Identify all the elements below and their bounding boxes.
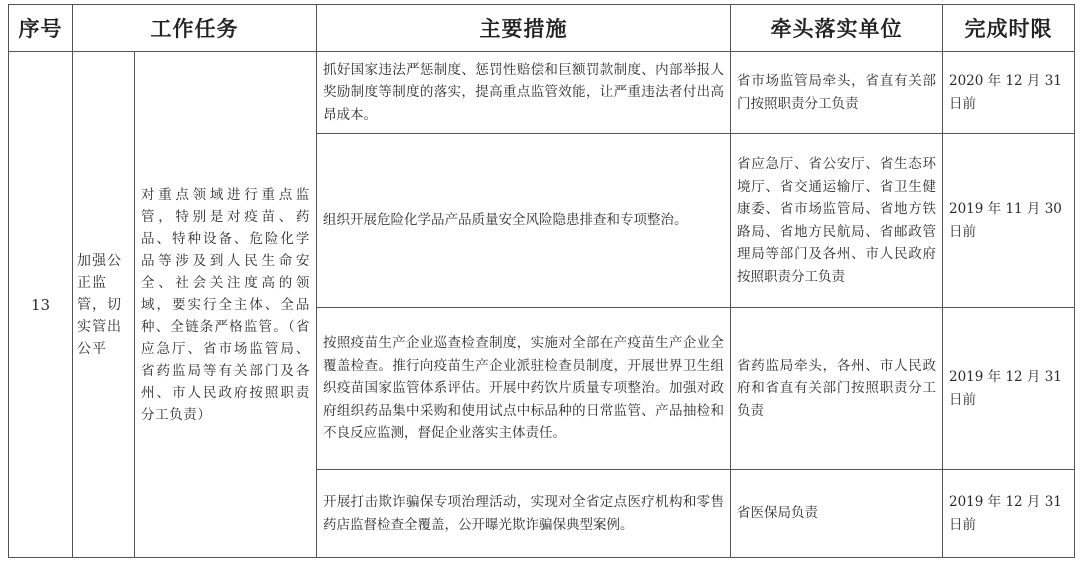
- header-no: 序号: [9, 5, 73, 52]
- deadline-cell: 2020 年 12 月 31 日前: [943, 52, 1075, 134]
- task-title: 加强公正监管，切实管出公平: [73, 52, 135, 558]
- header-task: 工作任务: [73, 5, 317, 52]
- measure-cell: 开展打击欺诈骗保专项治理活动，实现对全省定点医疗机构和零售药店监督检查全覆盖，公开曝光欺诈骗保典型案例。: [317, 470, 731, 558]
- policy-table: [8, 4, 1075, 558]
- measure-cell: 按照疫苗生产企业巡查检查制度，实施对全部在产疫苗生产企业全覆盖检查。推行向疫苗生产企业派驻检查员制度，开展世界卫生组织疫苗国家监管体系评估。开展中药饮片质量专项整治。加强对政府组织药品集中采购和使用试点中标品种的日常监管、产品抽检和不良反应监测，督促企业落实主体责任。: [317, 308, 731, 470]
- row-number: 13: [9, 52, 73, 558]
- task-detail: 对重点领域进行重点监管，特别是对疫苗、药品、特种设备、危险化学品等涉及到人民生命安全、社会关注度高的领域，要实行全主体、全品种、全链条严格监管。（省应急厅、省市场监管局、省药监局等有关部门及各州、市人民政府按照职责分工负责）: [135, 52, 317, 558]
- header-measures: 主要措施: [317, 5, 731, 52]
- table-row: [9, 52, 1075, 134]
- deadline-cell: 2019 年 11 月 30 日前: [943, 134, 1075, 308]
- header-unit: 牵头落实单位: [731, 5, 943, 52]
- unit-cell: 省药监局牵头，各州、市人民政府和省直有关部门按照职责分工负责: [731, 308, 943, 470]
- unit-cell: 省应急厅、省公安厅、省生态环境厅、省交通运输厅、省卫生健康委、省市场监管局、省地方铁路局、省地方民航局、省邮政管理局等部门及各州、市人民政府按照职责分工负责: [731, 134, 943, 308]
- header-row: [9, 5, 1075, 52]
- deadline-cell: 2019 年 12 月 31 日前: [943, 470, 1075, 558]
- unit-cell: 省医保局负责: [731, 470, 943, 558]
- measure-cell: 组织开展危险化学品产品质量安全风险隐患排查和专项整治。: [317, 134, 731, 308]
- unit-cell: 省市场监管局牵头，省直有关部门按照职责分工负责: [731, 52, 943, 134]
- header-deadline: 完成时限: [943, 5, 1075, 52]
- measure-cell: 抓好国家违法严惩制度、惩罚性赔偿和巨额罚款制度、内部举报人奖励制度等制度的落实，提高重点监管效能，让严重违法者付出高昂成本。: [317, 52, 731, 134]
- deadline-cell: 2019 年 12 月 31 日前: [943, 308, 1075, 470]
